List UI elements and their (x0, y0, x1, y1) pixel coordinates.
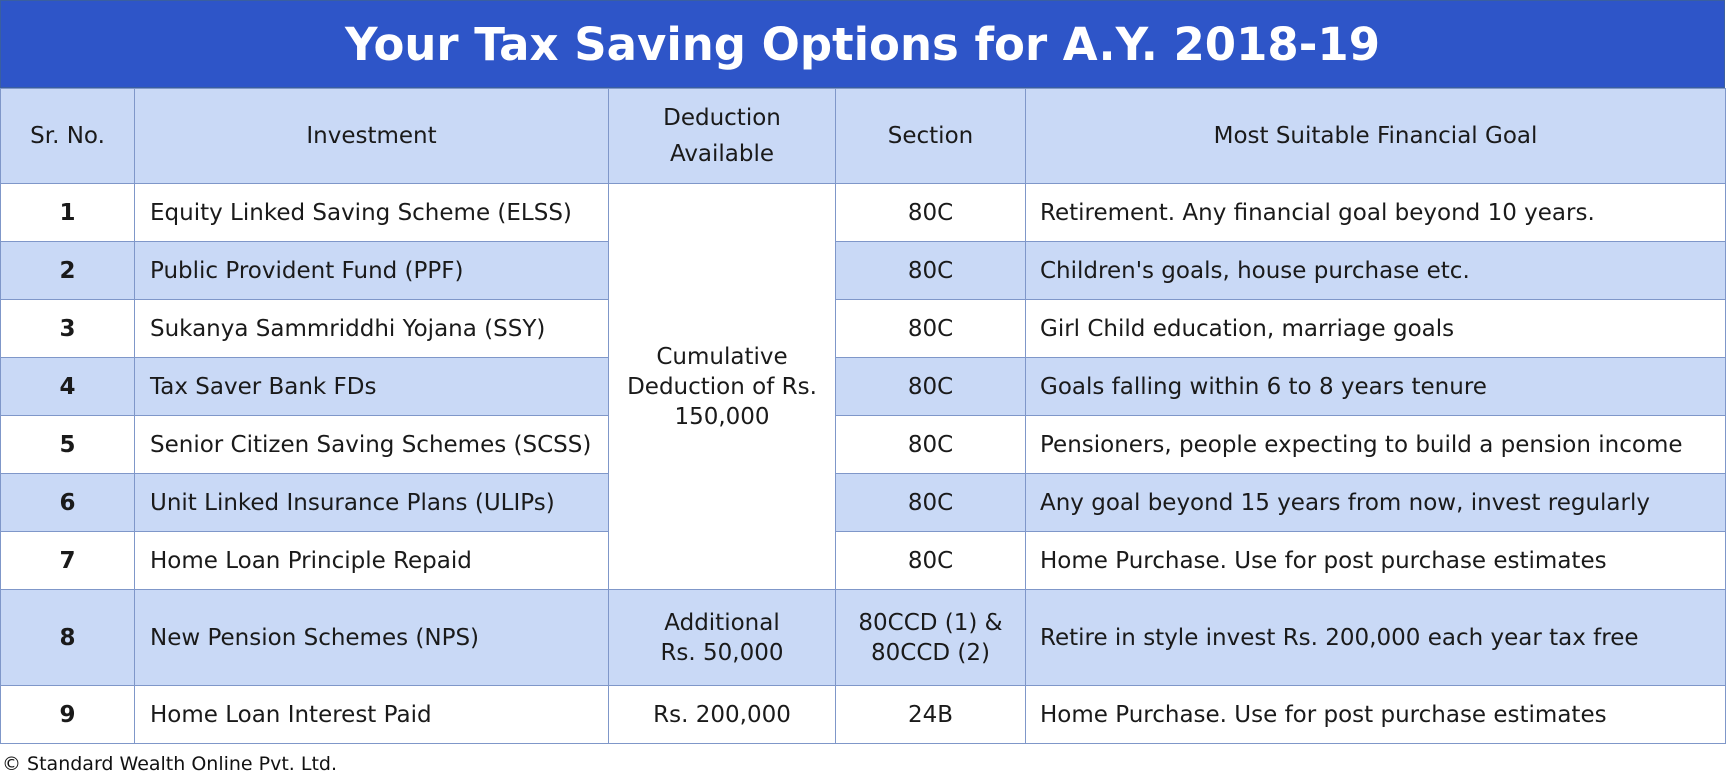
table-row (1, 184, 1726, 242)
table-row (1, 416, 1726, 474)
table-row (1, 300, 1726, 358)
investment-cell: Senior Citizen Saving Schemes (SCSS) (135, 416, 609, 474)
sr-no-cell: 7 (1, 532, 135, 590)
cumulative-deduction-cell (609, 184, 836, 590)
goal-cell: Home Purchase. Use for post purchase estimates (1026, 532, 1726, 590)
deduction-cell: Rs. 200,000 (609, 686, 836, 744)
sr-no-cell: 3 (1, 300, 135, 358)
section-text: 80CCD (1) & 80CCD (2) (858, 609, 1003, 666)
section-cell: 80C (836, 358, 1026, 416)
table-row (1, 358, 1726, 416)
column-header-goal: Most Suitable Financial Goal (1026, 89, 1726, 184)
investment-cell: Tax Saver Bank FDs (135, 358, 609, 416)
section-cell: 80C (836, 300, 1026, 358)
investment-cell: Home Loan Principle Repaid (135, 532, 609, 590)
cumulative-deduction-text: Cumulative Deduction of Rs. 150,000 (627, 343, 817, 430)
table-row (1, 532, 1726, 590)
table-header-row (1, 89, 1726, 184)
goal-cell: Home Purchase. Use for post purchase estimates (1026, 686, 1726, 744)
column-header-sr-no: Sr. No. (1, 89, 135, 184)
investment-cell: Unit Linked Insurance Plans (ULIPs) (135, 474, 609, 532)
column-header-section: Section (836, 89, 1026, 184)
sr-no-cell: 1 (1, 184, 135, 242)
table-row (1, 590, 1726, 686)
deduction-text: Additional Rs. 50,000 (660, 609, 784, 666)
tax-options-table (0, 88, 1726, 744)
sr-no-cell: 2 (1, 242, 135, 300)
investment-cell: Public Provident Fund (PPF) (135, 242, 609, 300)
section-cell: 24B (836, 686, 1026, 744)
sr-no-cell: 9 (1, 686, 135, 744)
page-title: Your Tax Saving Options for A.Y. 2018-19 (344, 17, 1381, 71)
section-cell: 80C (836, 474, 1026, 532)
goal-cell: Any goal beyond 15 years from now, invest regularly (1026, 474, 1726, 532)
section-cell (836, 590, 1026, 686)
section-cell: 80C (836, 416, 1026, 474)
table-row (1, 686, 1726, 744)
goal-cell: Retire in style invest Rs. 200,000 each year tax free (1026, 590, 1726, 686)
section-cell: 80C (836, 532, 1026, 590)
sr-no-cell: 8 (1, 590, 135, 686)
copyright-notice: © Standard Wealth Online Pvt. Ltd. (2, 753, 338, 775)
goal-cell: Goals falling within 6 to 8 years tenure (1026, 358, 1726, 416)
column-header-deduction: Deduction Available (609, 89, 836, 184)
column-header-investment: Investment (135, 89, 609, 184)
goal-cell: Pensioners, people expecting to build a pension income (1026, 416, 1726, 474)
investment-cell: Equity Linked Saving Scheme (ELSS) (135, 184, 609, 242)
goal-cell: Girl Child education, marriage goals (1026, 300, 1726, 358)
section-cell: 80C (836, 184, 1026, 242)
goal-cell: Retirement. Any financial goal beyond 10 years. (1026, 184, 1726, 242)
goal-cell: Children's goals, house purchase etc. (1026, 242, 1726, 300)
investment-cell: Sukanya Sammriddhi Yojana (SSY) (135, 300, 609, 358)
table-row (1, 242, 1726, 300)
investment-cell: Home Loan Interest Paid (135, 686, 609, 744)
investment-cell: New Pension Schemes (NPS) (135, 590, 609, 686)
table-row (1, 474, 1726, 532)
sr-no-cell: 6 (1, 474, 135, 532)
deduction-cell (609, 590, 836, 686)
section-cell: 80C (836, 242, 1026, 300)
sr-no-cell: 5 (1, 416, 135, 474)
title-banner (0, 0, 1725, 88)
sr-no-cell: 4 (1, 358, 135, 416)
